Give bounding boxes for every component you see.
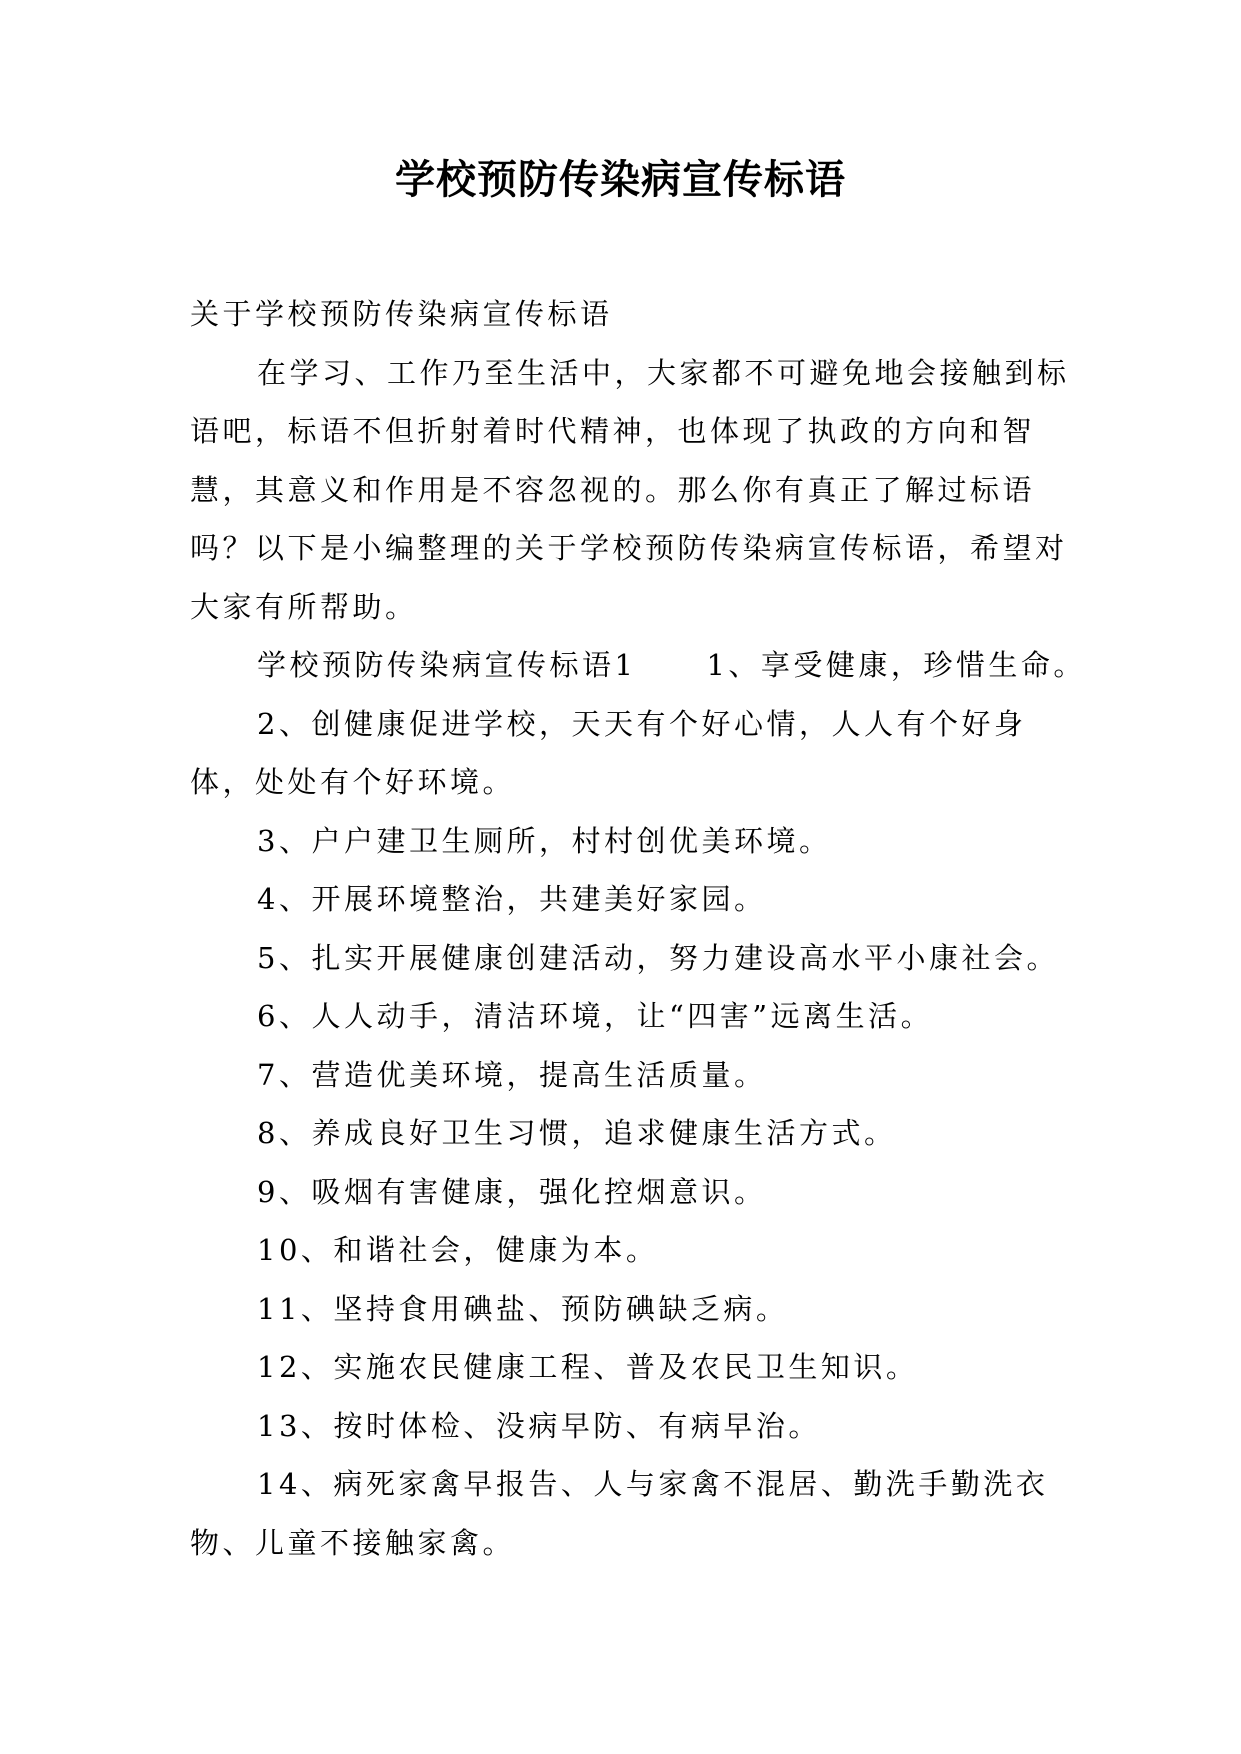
document-subtitle: 关于学校预防传染病宣传标语 — [190, 297, 613, 331]
slogan-item-6: 6、人人动手，清洁环境，让“四害”远离生活。 — [257, 999, 934, 1033]
slogan-item-5: 5、扎实开展健康创建活动，努力建设高水平小康社会。 — [257, 940, 1059, 975]
slogan-item-7: 7、营造优美环境，提高生活质量。 — [257, 1057, 767, 1092]
slogan-item-1: 1、享受健康，珍惜生命。 — [706, 648, 1086, 682]
slogan-item-3: 3、户户建卫生厕所，村村创优美环境。 — [257, 823, 832, 858]
slogan-item-13: 13、按时体检、没病早防、有病早治。 — [257, 1408, 821, 1443]
slogan-item-8: 8、养成良好卫生习惯，追求健康生活方式。 — [257, 1116, 897, 1150]
slogan-item-4: 4、开展环境整治，共建美好家园。 — [257, 882, 767, 916]
document-title: 学校预防传染病宣传标语 — [395, 156, 846, 203]
slogan-item-12: 12、实施农民健康工程、普及农民卫生知识。 — [257, 1350, 919, 1384]
intro-paragraph: 在学习、工作乃至生活中，大家都不可避免地会接触到标语吧，标语不但折射着时代精神，也体现了执政的方向和智慧，其意义和作用是不容忽视的。那么你有真正了解过标语吗？以下是小编整理的关于学校预防传染病宣传标语，希望对大家有所帮助。 — [190, 355, 1070, 624]
section-heading: 学校预防传染病宣传标语1 — [257, 648, 637, 682]
slogan-item-14: 14、病死家禽早报告、人与家禽不混居、勤洗手勤洗衣物、儿童不接触家禽。 — [190, 1467, 1049, 1560]
slogan-item-9: 9、吸烟有害健康，强化控烟意识。 — [257, 1174, 767, 1209]
section-heading-line — [190, 636, 1086, 695]
slogan-item-2: 2、创健康促进学校，天天有个好心情，人人有个好身体，处处有个好环境。 — [190, 706, 1027, 799]
document-body — [190, 285, 1086, 1572]
slogan-item-10: 10、和谐社会，健康为本。 — [257, 1233, 659, 1267]
slogan-item-11: 11、坚持食用碘盐、预防碘缺乏病。 — [257, 1291, 789, 1326]
